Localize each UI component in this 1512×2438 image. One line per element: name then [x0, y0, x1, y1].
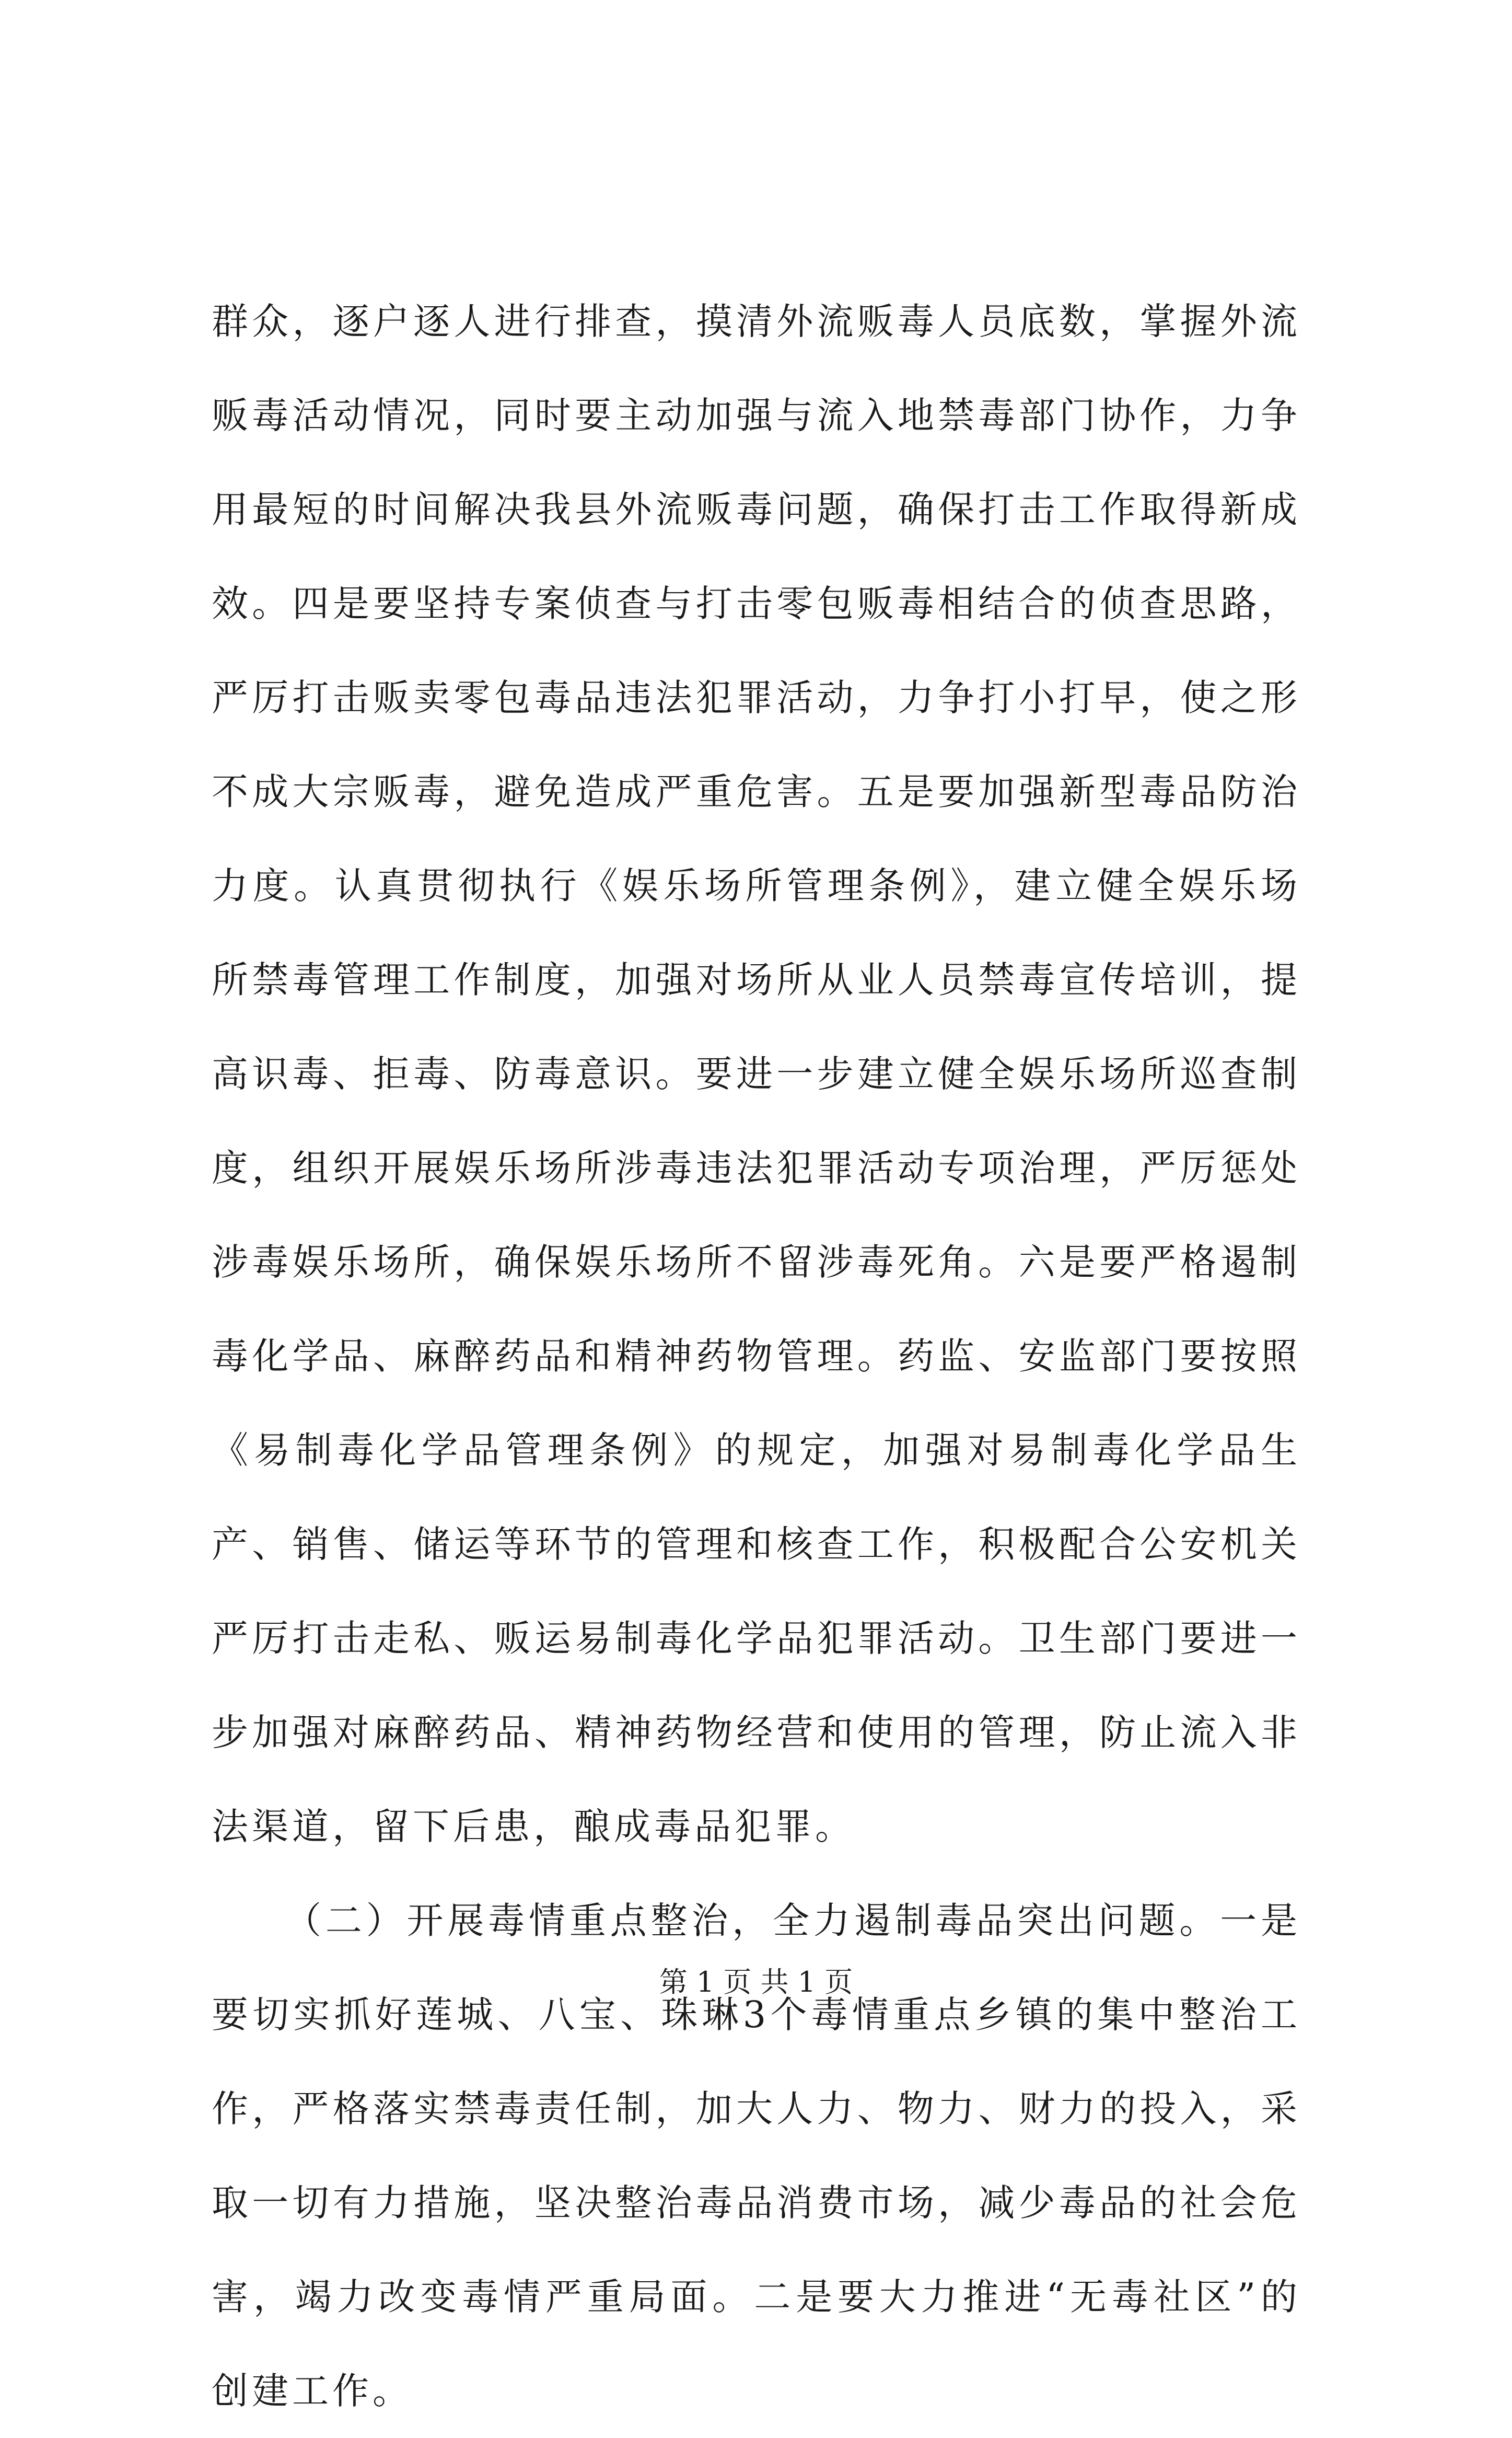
document-body: [212, 274, 1301, 2438]
paragraph-2: （二）开展毒情重点整治，全力遏制毒品突出问题。一是要切实抓好莲城、八宝、珠琳3个毒情重点乡镇的集中整治工作，严格落实禁毒责任制，加大人力、物力、财力的投入，采取一切有力措施，坚决整治毒品消费市场，减少毒品的社会危害，竭力改变毒情严重局面。二是要大力推进“无毒社区”的创建工作。: [212, 1899, 1301, 2412]
paragraph-1: 群众，逐户逐人进行排查，摸清外流贩毒人员底数，掌握外流贩毒活动情况，同时要主动加强与流入地禁毒部门协作，力争用最短的时间解决我县外流贩毒问题，确保打击工作取得新成效。四是要坚持专案侦查与打击零包贩毒相结合的侦查思路，严厉打击贩卖零包毒品违法犯罪活动，力争打小打早，使之形不成大宗贩毒，避免造成严重危害。五是要加强新型毒品防治力度。认真贯彻执行《娱乐场所管理条例》，建立健全娱乐场所禁毒管理工作制度，加强对场所从业人员禁毒宣传培训，提高识毒、拒毒、防毒意识。要进一步建立健全娱乐场所巡查制度，组织开展娱乐场所涉毒违法犯罪活动专项治理，严厉惩处涉毒娱乐场所，确保娱乐场所不留涉毒死角。六是要严格遏制毒化学品、麻醉药品和精神药物管理。药监、安监部门要按照《易制毒化学品管理条例》的规定，加强对易制毒化学品生产、销售、储运等环节的管理和核查工作，积极配合公安机关严厉打击走私、贩运易制毒化学品犯罪活动。卫生部门要进一步加强对麻醉药品、精神药物经营和使用的管理，防止流入非法渠道，留下后患，酿成毒品犯罪。: [212, 300, 1301, 1848]
page-number-footer: 第 1 页 共 1 页: [659, 1966, 853, 1998]
